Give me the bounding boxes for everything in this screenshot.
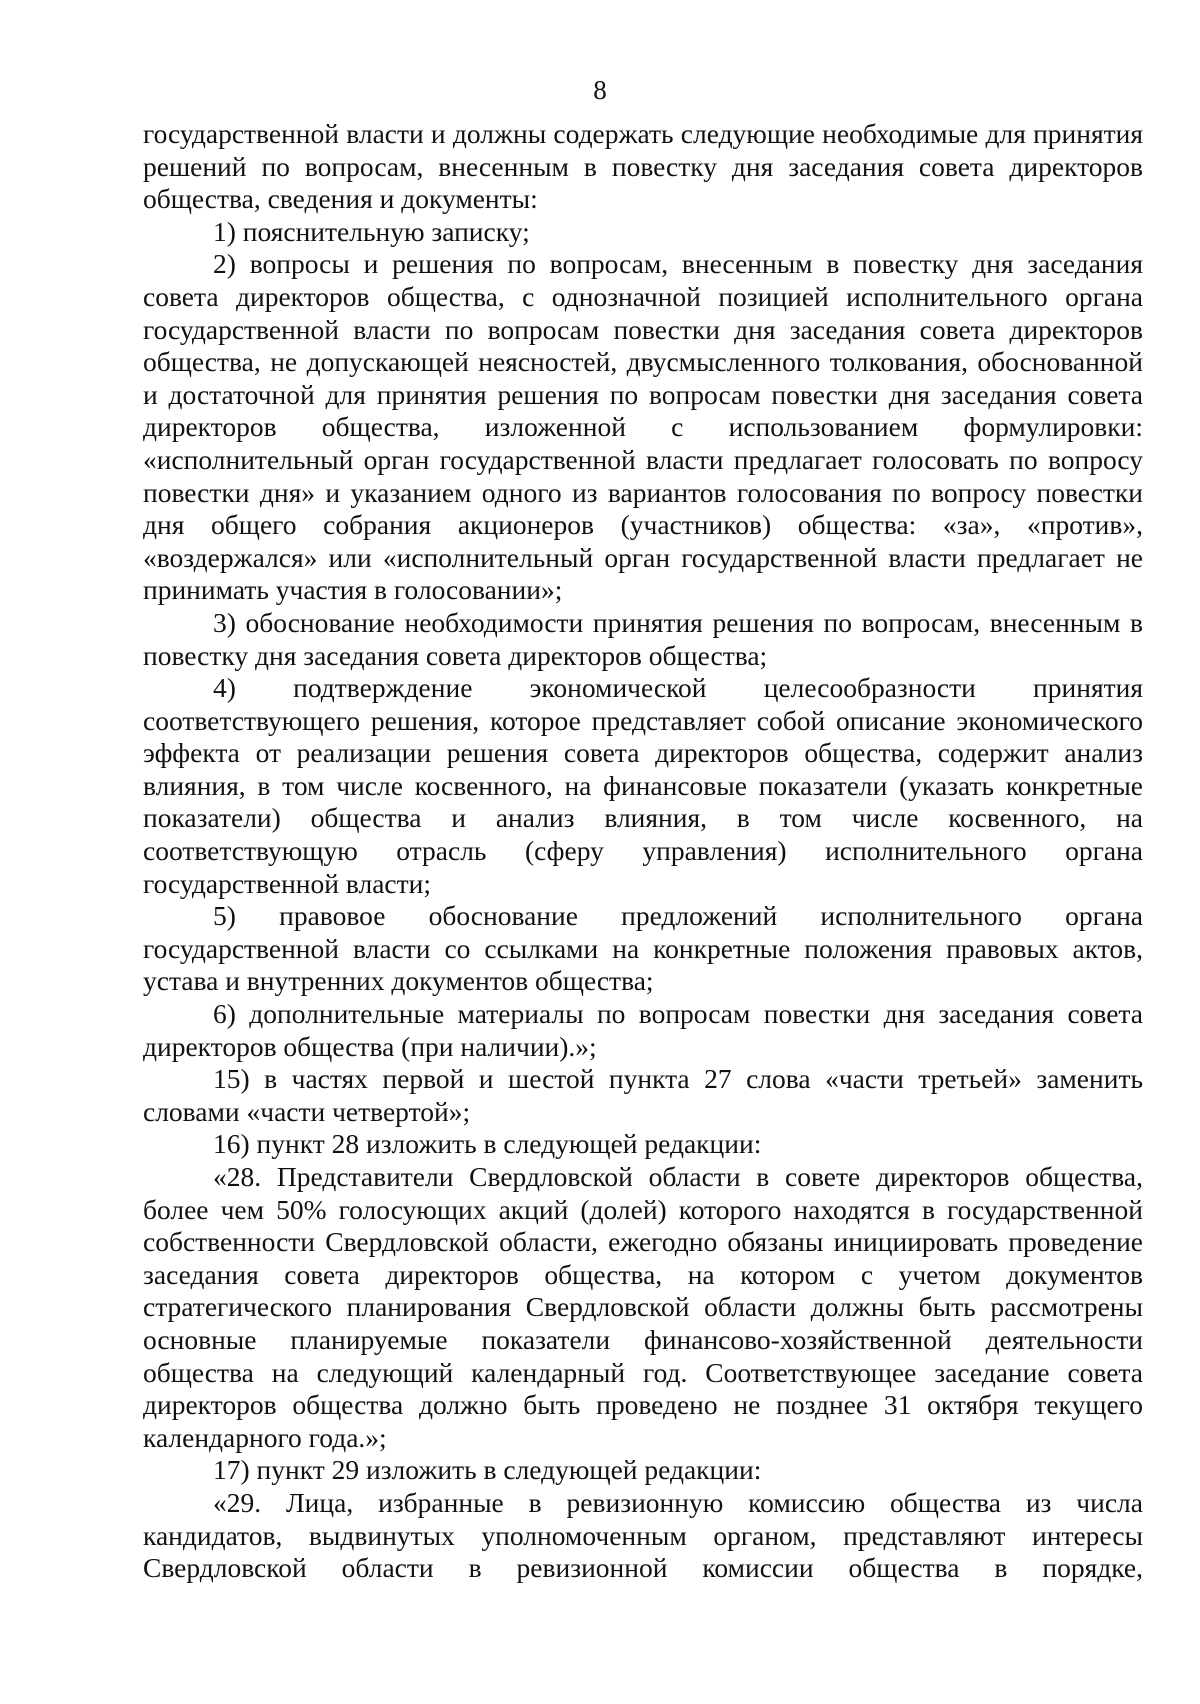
paragraph: «29. Лица, избранные в ревизионную комиссию общества из числа кандидатов, выдвинутых уполномоченным органом, представляют интересы Свердловской области в ревизионной комиссии общества в порядке, <box>143 1486 1143 1584</box>
paragraph: государственной власти и должны содержать следующие необходимые для принятия решений по вопросам, внесенным в повестку дня заседания совета директоров общества, сведения и документы: <box>143 118 1143 215</box>
paragraph: 17) пункт 29 изложить в следующей редакции: <box>213 1454 762 1486</box>
paragraph: «28. Представители Свердловской области в совете директоров общества, более чем 50% голосующих акций (долей) которого находятся в государственной собственности Свердловской области, ежегодно обязаны инициировать проведение заседания совета директоров общества, на котором с учетом документов стратегического планирования Свердловской области должны быть рассмотрены основные планируемые показатели финансово-хозяйственной деятельности общества на следующий календарный год. Соответствующее заседание совета директоров общества должно быть проведено не позднее 31 октября текущего календарного года.»; <box>143 1161 1143 1453</box>
paragraph: 1) пояснительную записку; <box>213 215 530 247</box>
paragraph: 4) подтверждение экономической целесообразности принятия соответствующего решения, которое представляет собой описание экономического эффекта от реализации решения совета директоров общества, содержит анализ влияния, в том числе косвенного, на финансовые показатели (указать конкретные показатели) общества и анализ влияния, в том числе косвенного, на соответствующую отрасль (сферу управления) исполнительного органа государственной власти; <box>143 672 1143 899</box>
paragraph: 16) пункт 28 изложить в следующей редакции: <box>213 1128 762 1160</box>
paragraph: 5) правовое обоснование предложений исполнительного органа государственной власти со ссылками на конкретные положения правовых актов, устава и внутренних документов общества; <box>143 900 1143 997</box>
paragraph: 15) в частях первой и шестой пункта 27 слова «части третьей» заменить словами «части четвертой»; <box>143 1063 1143 1127</box>
paragraph: 2) вопросы и решения по вопросам, внесенным в повестку дня заседания совета директоров общества, с однозначной позицией исполнительного органа государственной власти по вопросам повестки дня заседания совета директоров общества, не допускающей неясностей, двусмысленного толкования, обоснованной и достаточной для принятия решения по вопросам повестки дня заседания совета директоров общества, изложенной с использованием формулировки: «исполнительный орган государственной власти предлагает голосовать по вопросу повестки дня» и указанием одного из вариантов голосования по вопросу повестки дня общего собрания акционеров (участников) общества: «за», «против», «воздержался» или «исполнительный орган государственной власти предлагает не принимать участия в голосовании»; <box>143 248 1143 606</box>
paragraph: 6) дополнительные материалы по вопросам повестки дня заседания совета директоров общества (при наличии).»; <box>143 998 1143 1062</box>
document-body <box>143 118 1143 1585</box>
page-number: 8 <box>593 75 607 105</box>
paragraph: 3) обоснование необходимости принятия решения по вопросам, внесенным в повестку дня заседания совета директоров общества; <box>143 606 1143 671</box>
